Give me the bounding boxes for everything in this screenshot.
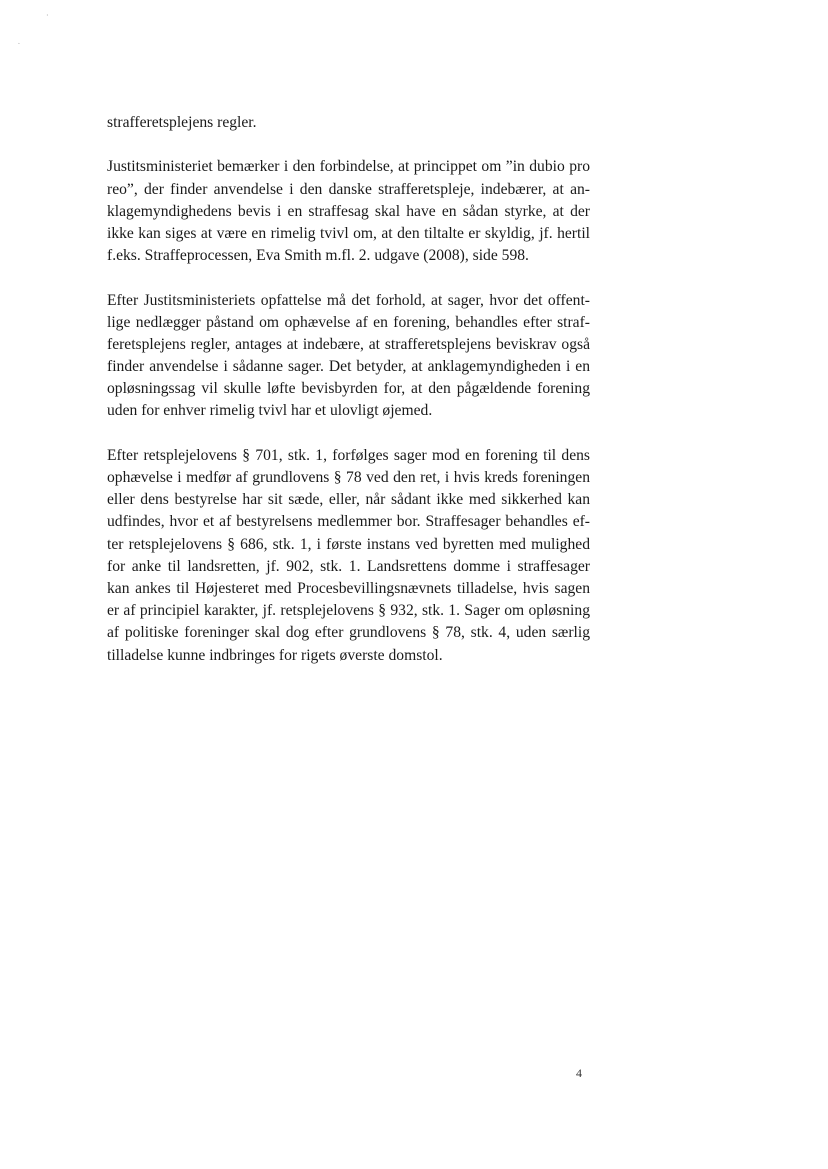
text-line: ophævelse i medfør af grundlovens § 78 ved den ret, i hvis kreds foreningen <box>107 469 590 486</box>
text-line: lige nedlægger påstand om ophævelse af en forening, behandles efter straf- <box>107 313 590 331</box>
text-line: reo”, der finder anvendelse i den danske strafferetspleje, indebærer, at an- <box>107 180 590 198</box>
text-line: for anke til landsretten, jf. 902, stk. 1. Landsrettens domme i straffesager <box>107 557 590 575</box>
text-line: kan ankes til Højesteret med Procesbevillingsnævnets tilladelse, hvis sagen <box>107 579 590 597</box>
text-line: finder anvendelse i sådanne sager. Det betyder, at anklagemyndigheden i en <box>107 358 590 376</box>
text-line: ikke kan siges at være en rimelig tvivl om, at den tiltalte er skyldig, jf. hertil <box>107 224 590 242</box>
text-line: klagemyndighedens bevis i en straffesag skal have en sådan styrke, at der <box>107 202 590 220</box>
text-line: uden for enhver rimelig tvivl har et ulovligt øjemed. <box>107 402 433 420</box>
scan-speck-mark: · <box>46 11 49 20</box>
page-number: 4 <box>576 1066 582 1080</box>
text-line: Efter Justitsministeriets opfattelse må det forhold, at sager, hvor det offent- <box>107 291 590 309</box>
text-line: er af principiel karakter, jf. retsplejelovens § 932, stk. 1. Sager om opløsning <box>107 602 590 620</box>
text-line: af politiske foreninger skal dog efter grundlovens § 78, stk. 4, uden særlig <box>107 624 590 642</box>
text-line: strafferetsplejens regler. <box>107 114 257 131</box>
text-line: eller dens bestyrelse har sit sæde, eller, når sådant ikke med sikkerhed kan <box>107 491 590 509</box>
paragraph <box>107 156 590 267</box>
paragraph <box>107 290 590 423</box>
body-text <box>107 112 590 667</box>
text-line: tilladelse kunne indbringes for rigets øverste domstol. <box>107 646 443 664</box>
scan-speck-mark: · <box>15 39 23 49</box>
paragraph <box>107 112 590 134</box>
paragraph <box>107 445 590 667</box>
text-line: opløsningssag vil skulle løfte bevisbyrden for, at den pågældende forening <box>107 380 590 398</box>
text-line: Efter retsplejelovens § 701, stk. 1, forfølges sager mod en forening til dens <box>107 446 590 464</box>
text-line: Justitsministeriet bemærker i den forbindelse, at princippet om ”in dubio pro <box>107 158 590 176</box>
text-line: feretsplejens regler, antages at indebære, at strafferetsplejens beviskrav også <box>107 335 590 353</box>
text-line: udfindes, hvor et af bestyrelsens medlemmer bor. Straffesager behandles ef- <box>107 513 590 531</box>
text-line: f.eks. Straffeprocessen, Eva Smith m.fl. 2. udgave (2008), side 598. <box>107 247 529 265</box>
text-line: ter retsplejelovens § 686, stk. 1, i første instans ved byretten med mulighed <box>107 535 590 553</box>
